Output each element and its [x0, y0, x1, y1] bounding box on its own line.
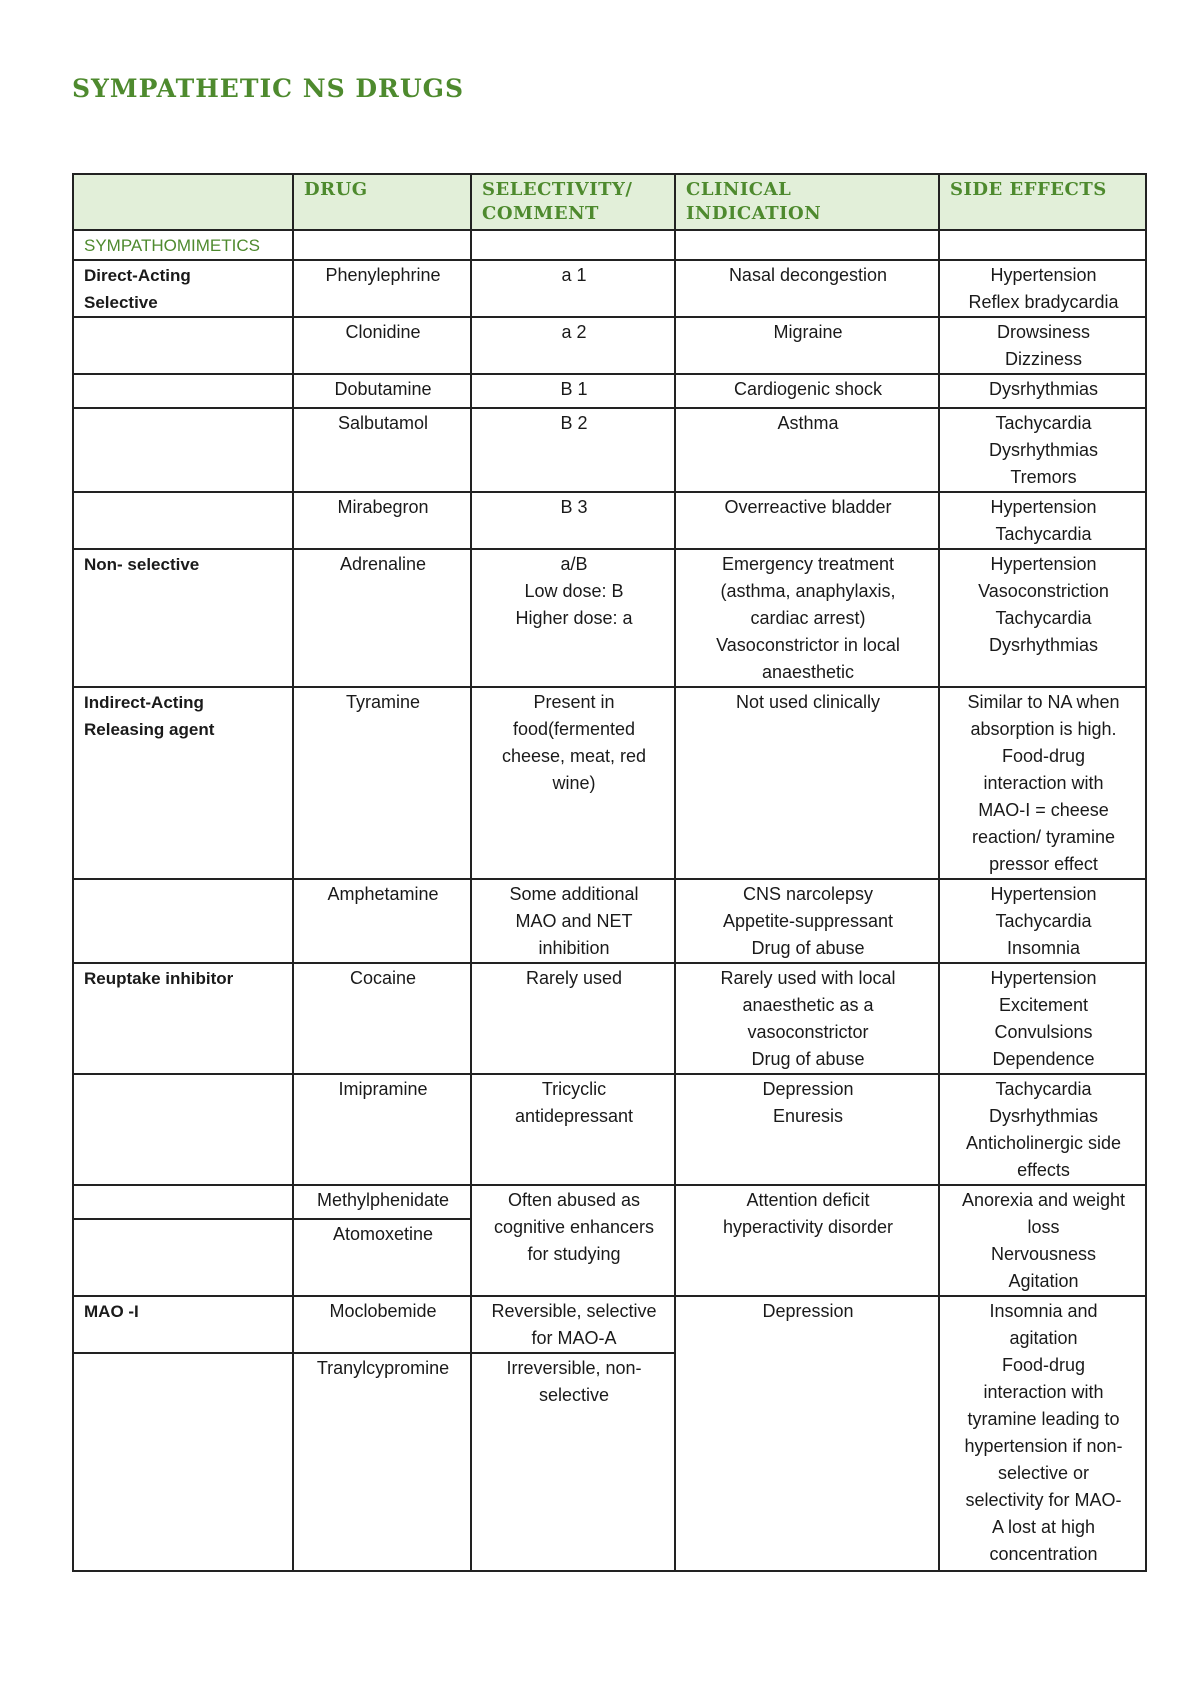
selectivity-cell [471, 549, 675, 687]
table-row [73, 408, 1146, 492]
table-row [73, 1074, 1146, 1185]
indication-text: Emergency treatment [721, 554, 895, 574]
selectivity-cell [471, 879, 675, 963]
indication-cell [675, 1074, 939, 1185]
header-drug: DRUG [293, 174, 471, 230]
table-row [73, 687, 1146, 879]
side-effects-cell [939, 317, 1146, 374]
side-effect-text: Hypertension [990, 968, 1097, 988]
side-effects-cell [939, 963, 1146, 1074]
selectivity-text: MAO and NET [515, 911, 633, 931]
selectivity-text: Tricyclic [541, 1079, 607, 1099]
indication-text: Overreactive bladder [724, 497, 892, 517]
side-effect-text: Dysrhythmias [988, 379, 1099, 399]
category-cell [73, 549, 293, 687]
selectivity-text: for studying [527, 1244, 621, 1264]
side-effect-text: absorption is high. [970, 719, 1117, 739]
side-effect-text: concentration [989, 1544, 1098, 1564]
indication-text: (asthma, anaphylaxis, [720, 581, 896, 601]
drug-name: Salbutamol [293, 408, 471, 492]
selectivity-text: Rarely used [525, 968, 623, 988]
empty-cell [939, 230, 1146, 260]
drug-name: Adrenaline [293, 549, 471, 687]
section-label: SYMPATHOMIMETICS [73, 230, 293, 260]
selectivity-text: Present in [533, 692, 615, 712]
drug-name: Tyramine [293, 687, 471, 879]
selectivity-text: Irreversible, non- [506, 1358, 642, 1378]
side-effect-text: Hypertension [990, 884, 1097, 904]
side-effect-text: tyramine leading to [967, 1409, 1120, 1429]
empty-cell [73, 1219, 293, 1296]
side-effect-text: Dysrhythmias [988, 440, 1099, 460]
header-indication: CLINICAL INDICATION [675, 174, 939, 230]
side-effect-text: Drowsiness [996, 322, 1091, 342]
selectivity-text: cognitive enhancers [493, 1217, 655, 1237]
header-selectivity: SELECTIVITY/ COMMENT [471, 174, 675, 230]
side-effect-text: Food-drug [1001, 746, 1086, 766]
drug-name: Dobutamine [293, 374, 471, 408]
empty-cell [73, 374, 293, 408]
selectivity-cell [471, 1296, 675, 1353]
selectivity-cell [471, 408, 675, 492]
indication-text: Drug of abuse [751, 1049, 865, 1069]
indication-text: Not used clinically [735, 692, 881, 712]
selectivity-cell [471, 260, 675, 317]
category-text: Releasing agent [84, 720, 215, 739]
selectivity-cell [471, 492, 675, 549]
indication-text: Appetite-suppressant [722, 911, 894, 931]
side-effect-text: Food-drug [1001, 1355, 1086, 1375]
selectivity-text: a/B [560, 554, 588, 574]
empty-cell [73, 1074, 293, 1185]
side-effect-text: Hypertension [990, 497, 1097, 517]
indication-text: CNS narcolepsy [742, 884, 874, 904]
empty-cell [73, 879, 293, 963]
drug-name: Cocaine [293, 963, 471, 1074]
table-row [73, 317, 1146, 374]
header-blank [73, 174, 293, 230]
side-effect-text: MAO-I = cheese [978, 800, 1109, 820]
empty-cell [73, 408, 293, 492]
side-effect-text: interaction with [983, 773, 1104, 793]
side-effect-text: Nervousness [990, 1244, 1097, 1264]
category-text: MAO -I [84, 1302, 139, 1321]
empty-cell [293, 230, 471, 260]
drug-name: Tranylcypromine [293, 1353, 471, 1571]
side-effects-cell [939, 1185, 1146, 1296]
drug-name: Mirabegron [293, 492, 471, 549]
category-text: Direct-Acting [84, 266, 191, 285]
side-effect-text: Vasoconstriction [978, 581, 1109, 601]
indication-text: anaesthetic as a [742, 995, 874, 1015]
selectivity-text: B 3 [560, 497, 588, 517]
side-effect-text: Dizziness [1004, 349, 1083, 369]
indication-cell [675, 549, 939, 687]
header-side-effects: SIDE EFFECTS [939, 174, 1146, 230]
indication-text: Attention deficit [746, 1190, 870, 1210]
side-effect-text: reaction/ tyramine [971, 827, 1116, 847]
side-effect-text: Similar to NA when [967, 692, 1120, 712]
drug-name: Phenylephrine [293, 260, 471, 317]
category-cell [73, 687, 293, 879]
drug-name: Methylphenidate [293, 1185, 471, 1219]
indication-cell [675, 879, 939, 963]
table-row [73, 1296, 1146, 1353]
side-effects-cell [939, 879, 1146, 963]
category-text: Reuptake inhibitor [84, 969, 234, 988]
selectivity-cell [471, 1353, 675, 1571]
table-row [73, 963, 1146, 1074]
side-effect-text: Tachycardia [995, 524, 1092, 544]
category-text: Indirect-Acting [84, 693, 204, 712]
indication-cell [675, 374, 939, 408]
indication-text: Asthma [777, 413, 839, 433]
category-text: Non- selective [84, 555, 200, 574]
side-effect-text: Dependence [992, 1049, 1095, 1069]
indication-text: Migraine [773, 322, 843, 342]
side-effect-text: effects [1017, 1160, 1070, 1180]
drug-table [72, 173, 1147, 1572]
selectivity-text: inhibition [538, 938, 610, 958]
side-effect-text: Dysrhythmias [988, 635, 1099, 655]
drug-name: Amphetamine [293, 879, 471, 963]
side-effect-text: Insomnia [1006, 938, 1081, 958]
side-effect-text: Reflex bradycardia [968, 292, 1119, 312]
side-effect-text: A lost at high [991, 1517, 1096, 1537]
selectivity-text: Often abused as [507, 1190, 641, 1210]
selectivity-text: for MAO-A [531, 1328, 617, 1348]
indication-text: Rarely used with local [720, 968, 896, 988]
empty-cell [73, 492, 293, 549]
side-effect-text: Convulsions [994, 1022, 1093, 1042]
side-effect-text: Hypertension [990, 554, 1097, 574]
drug-name: Moclobemide [293, 1296, 471, 1353]
selectivity-text: Some additional [509, 884, 639, 904]
side-effect-text: Dysrhythmias [988, 1106, 1099, 1126]
side-effect-text: Tachycardia [995, 608, 1092, 628]
selectivity-text: food(fermented [512, 719, 636, 739]
table-row [73, 374, 1146, 408]
table-row [73, 879, 1146, 963]
side-effects-cell [939, 549, 1146, 687]
drug-name: Imipramine [293, 1074, 471, 1185]
side-effect-text: Tachycardia [995, 1079, 1092, 1099]
side-effect-text: agitation [1009, 1328, 1078, 1348]
header-row [73, 174, 1146, 230]
indication-text: vasoconstrictor [747, 1022, 869, 1042]
empty-cell [471, 230, 675, 260]
side-effects-cell [939, 408, 1146, 492]
indication-cell [675, 963, 939, 1074]
selectivity-text: B 1 [560, 379, 588, 399]
indication-text: cardiac arrest) [750, 608, 866, 628]
selectivity-text: Low dose: B [524, 581, 624, 601]
indication-cell [675, 1185, 939, 1296]
category-cell [73, 963, 293, 1074]
side-effect-text: Tremors [1010, 467, 1077, 487]
selectivity-cell [471, 374, 675, 408]
side-effect-text: selective or [997, 1463, 1090, 1483]
indication-cell [675, 492, 939, 549]
page-title: SYMPATHETIC NS DRUGS [72, 74, 465, 103]
indication-cell [675, 408, 939, 492]
empty-cell [73, 1353, 293, 1571]
indication-text: anaesthetic [761, 662, 855, 682]
indication-text: Vasoconstrictor in local [716, 635, 900, 655]
side-effect-text: hypertension if non- [964, 1436, 1123, 1456]
selectivity-text: selective [538, 1385, 610, 1405]
table-row [73, 260, 1146, 317]
side-effects-cell [939, 260, 1146, 317]
selectivity-cell [471, 1185, 675, 1296]
drug-name: Clonidine [293, 317, 471, 374]
table-row [73, 1185, 1146, 1219]
category-cell [73, 260, 293, 317]
selectivity-cell [471, 1074, 675, 1185]
indication-cell [675, 1296, 939, 1571]
selectivity-text: a 1 [561, 265, 587, 285]
side-effect-text: Excitement [998, 995, 1089, 1015]
side-effects-cell [939, 492, 1146, 549]
indication-cell [675, 687, 939, 879]
empty-cell [73, 317, 293, 374]
side-effects-cell [939, 374, 1146, 408]
empty-cell [675, 230, 939, 260]
side-effects-cell [939, 687, 1146, 879]
side-effect-text: Anticholinergic side [965, 1133, 1122, 1153]
side-effect-text: Tachycardia [995, 413, 1092, 433]
indication-text: Enuresis [772, 1106, 844, 1126]
selectivity-text: wine) [552, 773, 596, 793]
indication-text: hyperactivity disorder [722, 1217, 894, 1237]
selectivity-cell [471, 317, 675, 374]
side-effect-text: Insomnia and [989, 1301, 1098, 1321]
indication-text: Depression [762, 1301, 854, 1321]
selectivity-text: Reversible, selective [491, 1301, 657, 1321]
drug-name: Atomoxetine [293, 1219, 471, 1296]
empty-cell [73, 1185, 293, 1219]
category-text: Selective [84, 293, 158, 312]
indication-text: Depression [762, 1079, 854, 1099]
table-row [73, 549, 1146, 687]
indication-text: Drug of abuse [751, 938, 865, 958]
side-effect-text: Hypertension [990, 265, 1097, 285]
selectivity-cell [471, 963, 675, 1074]
side-effects-cell [939, 1296, 1146, 1571]
side-effects-cell [939, 1074, 1146, 1185]
side-effect-text: pressor effect [989, 854, 1098, 874]
indication-text: Nasal decongestion [728, 265, 888, 285]
side-effect-text: loss [1027, 1217, 1060, 1237]
side-effect-text: Anorexia and weight [961, 1190, 1126, 1210]
table-row [73, 492, 1146, 549]
side-effect-text: Agitation [1008, 1271, 1079, 1291]
indication-cell [675, 260, 939, 317]
selectivity-text: a 2 [561, 322, 587, 342]
side-effect-text: Tachycardia [995, 911, 1092, 931]
selectivity-text: B 2 [560, 413, 588, 433]
side-effect-text: selectivity for MAO- [965, 1490, 1122, 1510]
selectivity-text: cheese, meat, red [501, 746, 647, 766]
selectivity-cell [471, 687, 675, 879]
indication-cell [675, 317, 939, 374]
category-cell [73, 1296, 293, 1353]
indication-text: Cardiogenic shock [733, 379, 883, 399]
section-row [73, 230, 1146, 260]
side-effect-text: interaction with [983, 1382, 1104, 1402]
selectivity-text: antidepressant [514, 1106, 634, 1126]
selectivity-text: Higher dose: a [515, 608, 633, 628]
